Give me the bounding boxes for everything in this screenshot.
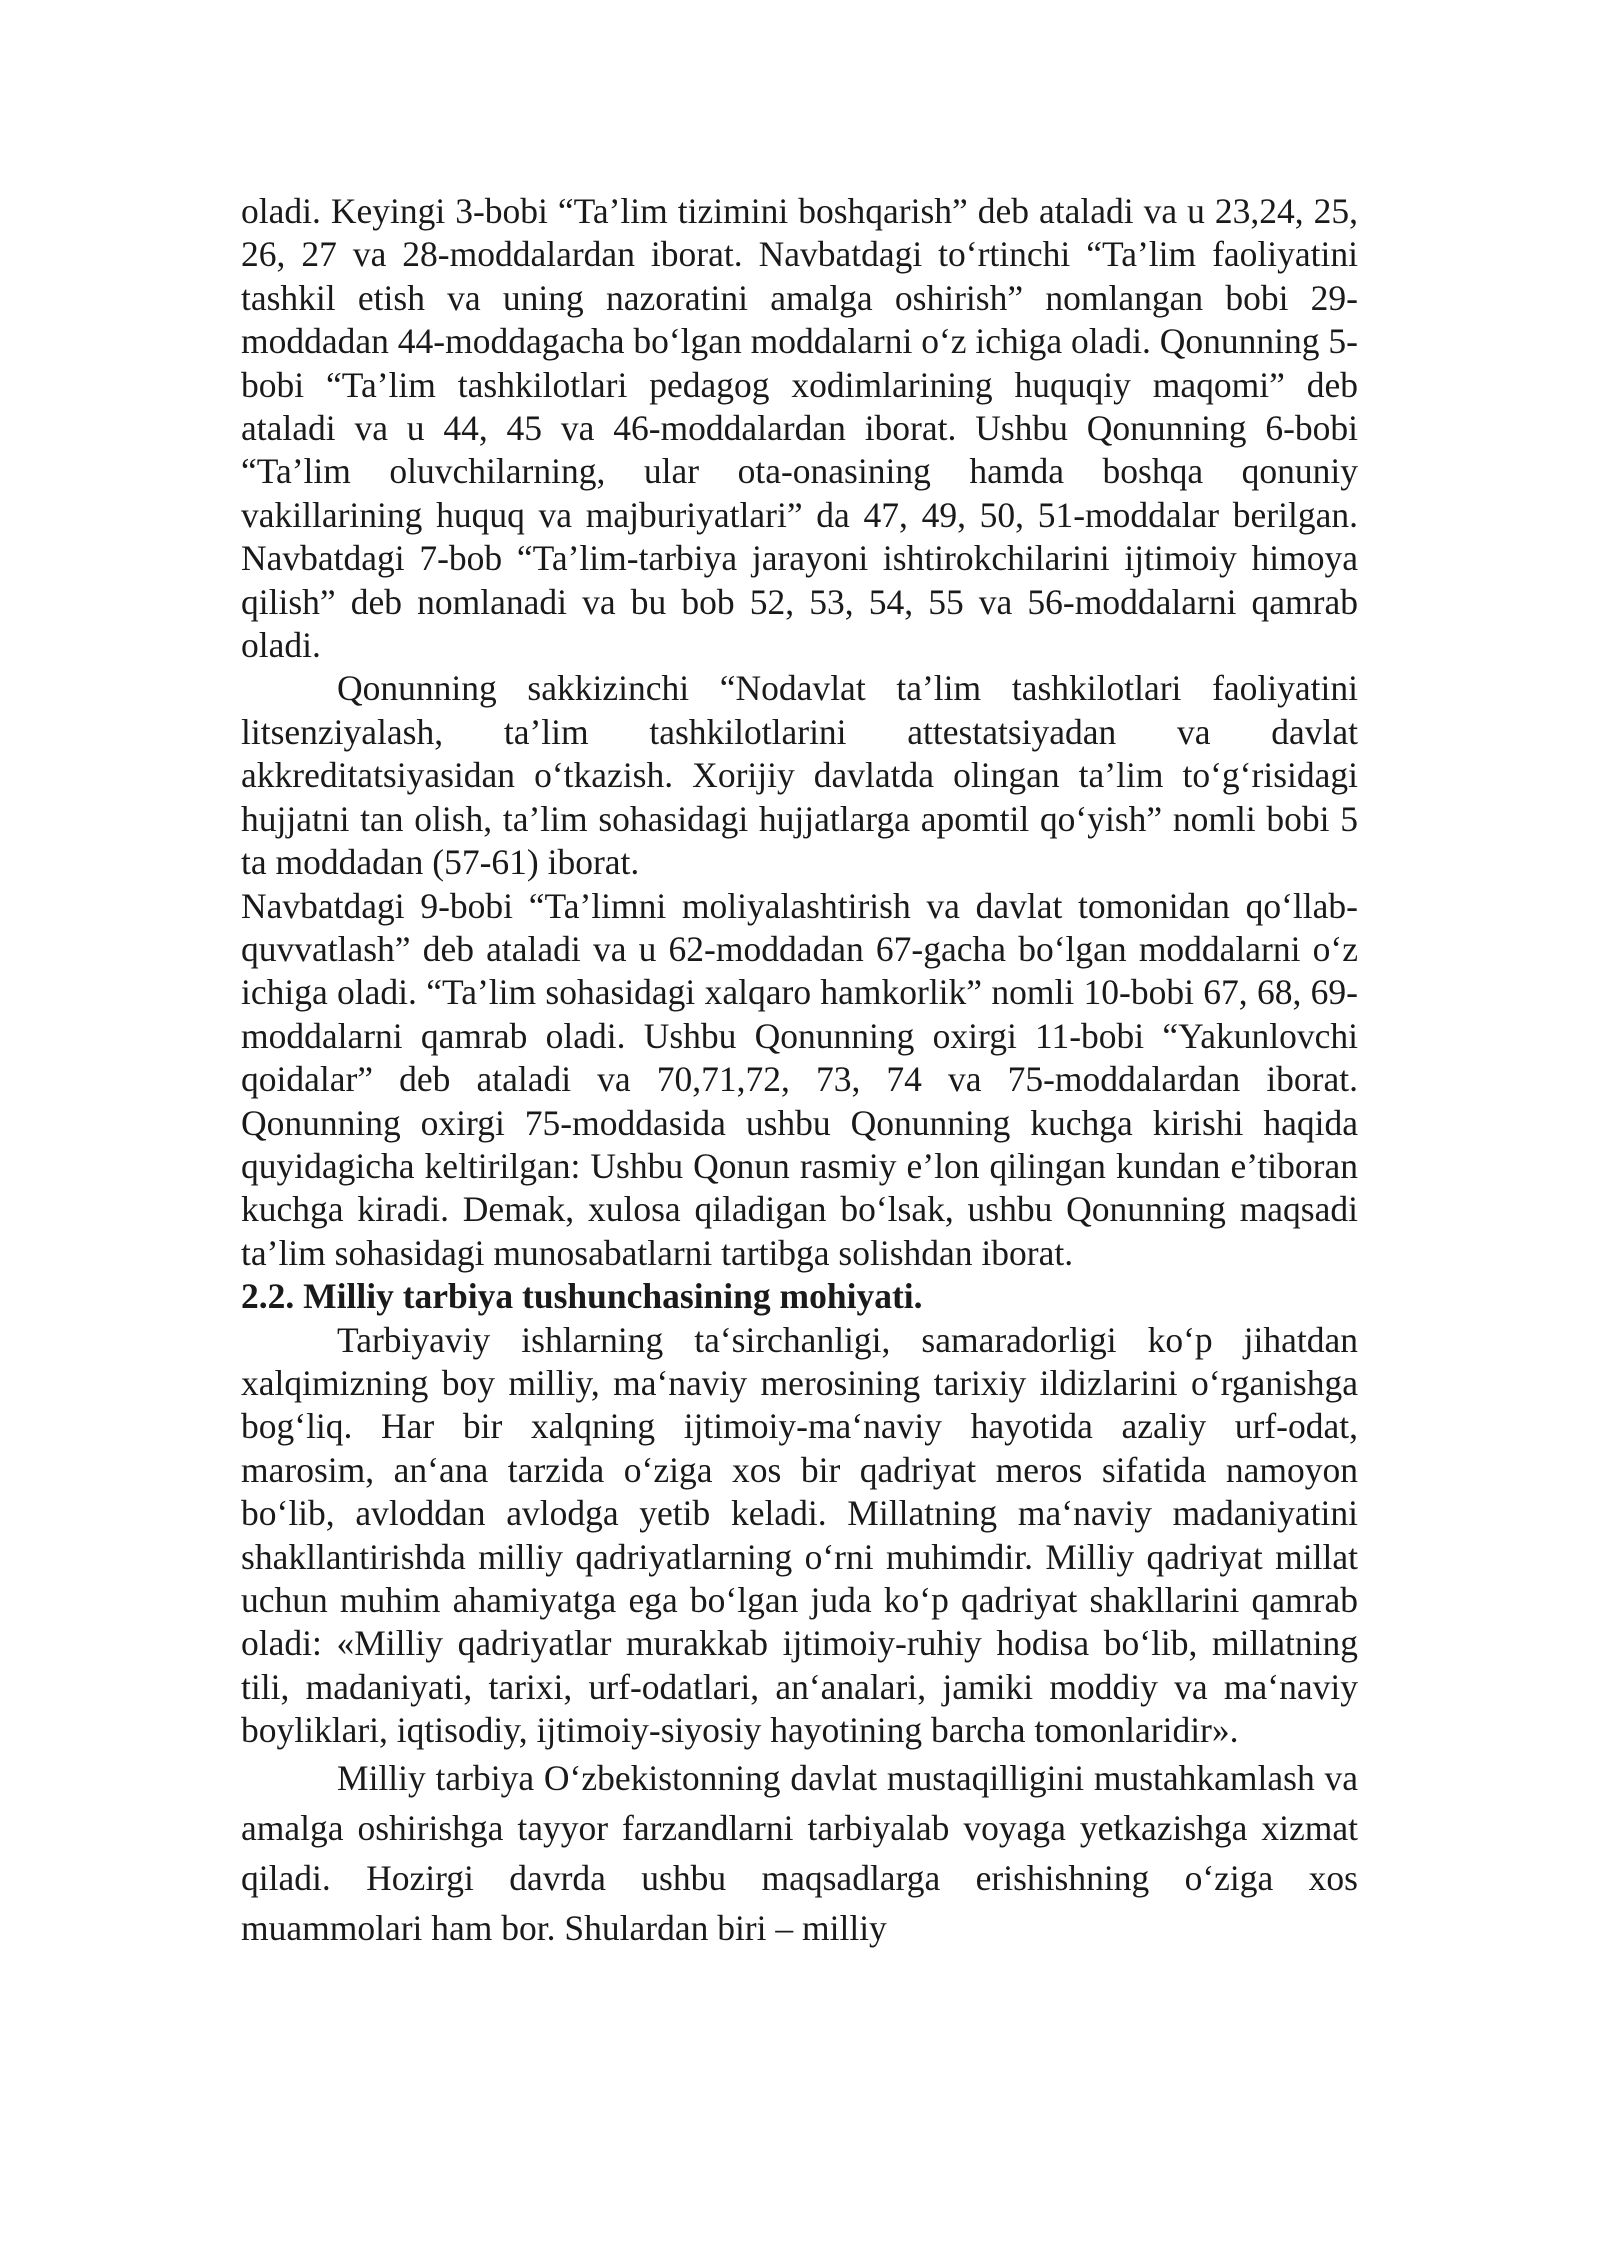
- paragraph-chapter-eight: Qonunning sakkizinchi “Nodavlat ta’lim tashkilotlari faoliyatini litsenziyalash, ta’lim tashkilotlarini attestatsiyadan va davlat akkreditatsiyasidan o‘tkazish. Xorijiy davlatda olingan ta’lim to‘g‘risidagi hujjatni tan olish, ta’lim sohasidagi hujjatlarga apomtil qo‘yish” nomli bobi 5 ta moddadan (57-61) iborat.: [241, 668, 1358, 883]
- paragraph-law-chapters: oladi. Keyingi 3-bobi “Ta’lim tizimini boshqarish” deb ataladi va u 23,24, 25, 26, 27 va 28-moddalardan iborat. Navbatdagi to‘rtinchi “Ta’lim faoliyatini tashkil etish va uning nazoratini amalga oshirish” nomlangan bobi 29-moddadan 44-moddagacha bo‘lgan moddalarni o‘z ichiga oladi. Qonunning 5-bobi “Ta’lim tashkilotlari pedagog xodimlarining huquqiy maqomi” deb ataladi va u 44, 45 va 46-moddalardan iborat. Ushbu Qonunning 6-bobi “Ta’lim oluvchilarning, ular ota-onasining hamda boshqa qonuniy vakillarining huquq va majburiyatlari” da 47, 49, 50, 51-moddalar berilgan. Navbatdagi 7-bob “Ta’lim-tarbiya jarayoni ishtirokchilarini ijtimoiy himoya qilish” deb nomlanadi va bu bob 52, 53, 54, 55 va 56-moddalarni qamrab oladi.: [241, 191, 1358, 666]
- paragraph-national-values: Tarbiyaviy ishlarning ta‘sirchanligi, samaradorligi ko‘p jihatdan xalqimizning boy milliy, ma‘naviy merosining tarixiy ildizlarini o‘rganishga bog‘liq. Har bir xalqning ijtimoiy-ma‘naviy hayotida azaliy urf-odat, marosim, an‘ana tarzida o‘ziga xos bir qadriyat meros sifatida namoyon bo‘lib, avloddan avlodga yetib keladi. Millatning ma‘naviy madaniyatini shakllantirishda milliy qadriyatlarning o‘rni muhimdir. Milliy qadriyat millat uchun muhim ahamiyatga ega bo‘lgan juda ko‘p qadriyat shakllarini qamrab oladi: «Milliy qadriyatlar murakkab ijtimoiy-ruhiy hodisa bo‘lib, millatning tili, madaniyati, tarixi, urf-odatlari, an‘analari, jamiki moddiy va ma‘naviy boyliklari, iqtisodiy, ijtimoiy-siyosiy hayotining barcha tomonlaridir».: [241, 1319, 1358, 1751]
- document-page: [241, 190, 1358, 1953]
- section-heading: 2.2. Milliy tarbiya tushunchasining mohiyati.: [241, 1276, 923, 1317]
- paragraph-chapters-nine-to-eleven: Navbatdagi 9-bobi “Ta’limni moliyalashtirish va davlat tomonidan qo‘llab-quvvatlash” deb ataladi va u 62-moddadan 67-gacha bo‘lgan moddalarni o‘z ichiga oladi. “Ta’lim sohasidagi xalqaro hamkorlik” nomli 10-bobi 67, 68, 69-moddalarni qamrab oladi. Ushbu Qonunning oxirgi 11-bobi “Yakunlovchi qoidalar” deb ataladi va 70,71,72, 73, 74 va 75-moddalardan iborat. Qonunning oxirgi 75-moddasida ushbu Qonunning kuchga kirishi haqida quyidagicha keltirilgan: Ushbu Qonun rasmiy e’lon qilingan kundan e’tiboran kuchga kiradi. Demak, xulosa qiladigan bo‘lsak, ushbu Qonunning maqsadi ta’lim sohasidagi munosabatlarni tartibga solishdan iborat.: [241, 885, 1358, 1273]
- paragraph-national-upbringing: Milliy tarbiya O‘zbekistonning davlat mustaqilligini mustahkamlash va amalga oshirishga tayyor farzandlarni tarbiyalab voyaga yetkazishga xizmat qiladi. Hozirgi davrda ushbu maqsadlarga erishishning o‘ziga xos muammolari ham bor. Shulardan biri – milliy: [241, 1757, 1358, 1948]
